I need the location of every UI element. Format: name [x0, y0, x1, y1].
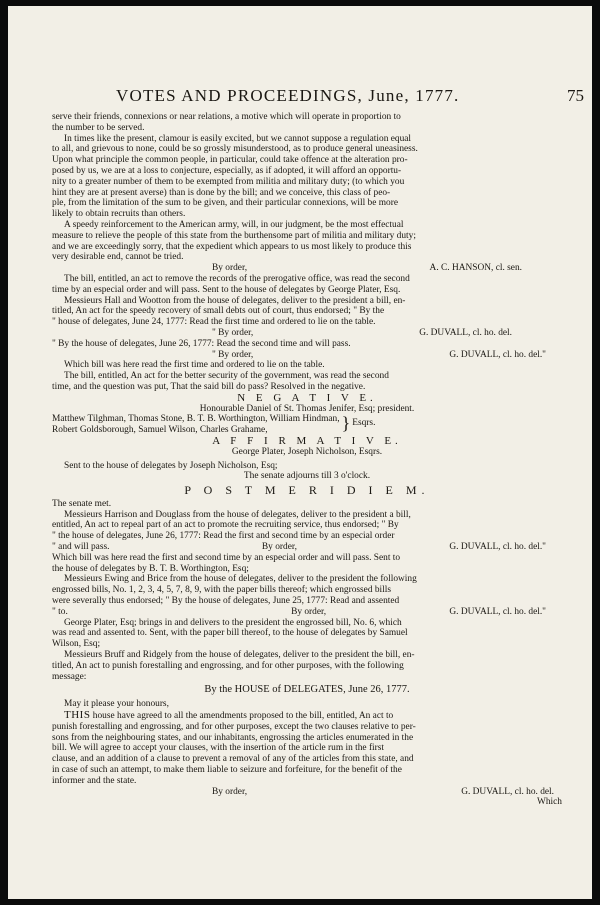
text-line: " house of delegates, June 24, 1777: Read the first time and ordered to lie on the table. — [52, 317, 376, 328]
text-line: and we are exceedingly sorry, that the expedient which appears to us most likely to produce this — [52, 241, 412, 252]
signature-line — [52, 328, 562, 339]
text-line: titled, An act to punish forestalling and engrossing, and for other purposes, with the following — [52, 660, 404, 671]
text-line: the house of delegates by B. T. B. Worthington, Esq; — [52, 563, 249, 574]
negative-names — [52, 414, 562, 436]
by-order: By order, — [212, 263, 248, 274]
text-line: very desirable end, cannot be tried. — [52, 252, 184, 263]
text-line: to all, and grievous to none, could be so grossly misunderstood, as to produce general uneasiness. — [52, 144, 418, 155]
text-line: time, and the question was put, That the said bill do pass? Resolved in the negative. — [52, 381, 366, 392]
text-line: time by an especial order and will pass. Sent to the house of delegates by George Plater, Esq. — [52, 284, 401, 295]
running-title: VOTES AND PROCEEDINGS, June, 1777. — [116, 86, 460, 105]
text-line: In times like the present, clamour is easily excited, but we cannot suppose a regulation equal — [64, 133, 412, 144]
signature-line — [52, 607, 562, 618]
text-line: Messieurs Hall and Wootton from the house of delegates, deliver to the president a bill, en- — [64, 295, 406, 306]
text-line: in case of such an attempt, to make them liable to seizure and forfeiture, for the benefit of the — [52, 765, 402, 776]
text-line: bill. We will agree to accept your clauses, with the insertion of the article rum in the first — [52, 743, 385, 754]
text-line: were severally thus endorsed; " By the house of delegates, June 25, 1777: Read and assented — [52, 596, 400, 607]
document-page — [8, 6, 592, 899]
signature-line — [52, 542, 562, 553]
by-order: By order, — [291, 606, 327, 617]
drop-caps: THIS — [64, 709, 91, 722]
text-line: Messieurs Bruff and Ridgely from the house of delegates, deliver to the president the bill, en- — [64, 650, 415, 661]
text-line: hint they are at present averse) than is done by the bill; and we conceive, this class of peo- — [52, 187, 391, 198]
scan-border — [0, 0, 8, 905]
text-line: The bill, entitled, An act for the better security of the government, was read the second — [64, 371, 389, 382]
quote-end: " to. — [52, 606, 68, 617]
house-heading: By the HOUSE of DELEGATES, June 26, 1777. — [204, 684, 410, 696]
text-line: Wilson, Esq; — [52, 639, 101, 650]
esqrs-label: Esqrs. — [352, 418, 376, 429]
text-line: The senate met. — [52, 498, 112, 509]
text-line: engrossed bills, No. 1, 2, 3, 4, 5, 7, 8, 9, with the paper bills thereof; which engrossed bills — [52, 585, 392, 596]
text-line: nity to a greater number of them to be exempted from militia and military duty; (to which you — [52, 176, 405, 187]
by-order: By order, — [212, 786, 248, 797]
text-line: May it please your honours, — [64, 699, 169, 710]
post-meridiem-heading: P O S T M E R I D I E M. — [184, 483, 430, 498]
text-line: sons from the neighbouring states, and our inhabitants, engrossing the articles enumerated in the — [52, 732, 414, 743]
by-order: " By order, — [212, 327, 254, 338]
text-line: informer and the state. — [52, 775, 137, 786]
signatory: G. DUVALL, cl. ho. del." — [449, 542, 546, 553]
page-header — [8, 86, 592, 112]
by-order: By order, — [261, 542, 297, 553]
signature-line — [52, 350, 562, 361]
president-line: Honourable Daniel of St. Thomas Jenifer, Esq; president. — [199, 403, 415, 414]
signature-line — [52, 787, 562, 798]
signature-line — [52, 263, 562, 274]
affirmative-heading: A F F I R M A T I V E. — [212, 434, 402, 447]
text-line: measure to relieve the people of this state from the burthensome part of militia and military duty; — [52, 230, 416, 241]
text-line: The bill, entitled, an act to remove the records of the prerogative office, was read the second — [64, 273, 410, 284]
text-line: serve their friends, connexions or near relations, a motive which will operate in proportion to — [52, 112, 401, 122]
text-line: ple, from the limitation of the sum to be given, and their particular connexions, will be more — [52, 198, 399, 209]
text-line: punish forestalling and engrossing, and for other purposes, except the two clauses relative to per- — [52, 721, 416, 732]
signatory: G. DUVALL, cl. ho. del. — [461, 786, 554, 797]
text-line: likely to obtain recruits than others. — [52, 209, 186, 220]
text-line: posed by us, we are at a loss to conjecture, especially, as if adopted, it will afford an opportu- — [52, 165, 402, 176]
text-line: Which bill was here read the first and second time by an especial order and will pass. Sent to — [52, 552, 401, 563]
page-body — [52, 112, 562, 808]
page-number: 75 — [567, 86, 584, 105]
signatory: G. DUVALL, cl. ho. del." — [449, 606, 546, 617]
text-line: George Plater, Esq; brings in and delivers to the president the engrossed bill, No. 6, which — [64, 617, 402, 628]
text-line: Sent to the house of delegates by Joseph Nicholson, Esq; — [64, 460, 278, 471]
names-block — [52, 414, 340, 436]
negative-heading: N E G A T I V E. — [237, 391, 377, 404]
signatory: A. C. HANSON, cl. sen. — [429, 263, 522, 274]
adjournment: The senate adjourns till 3 o'clock. — [243, 471, 371, 482]
signatory: G. DUVALL, cl. ho. del." — [449, 349, 546, 360]
text-line: " By the house of delegates, June 26, 1777: Read the second time and will pass. — [52, 338, 351, 349]
brace: } — [341, 413, 351, 434]
names-row: Robert Goldsborough, Samuel Wilson, Charles Grahame, — [52, 425, 268, 436]
names-row: Matthew Tilghman, Thomas Stone, B. T. B. Worthington, William Hindman, — [52, 414, 340, 425]
text-line: Upon what principle the common people, in particular, could take offence at the alteration pro- — [52, 155, 408, 166]
text-line: A speedy reinforcement to the American army, will, in our judgment, be the most effectual — [64, 219, 404, 230]
text-line: Messieurs Harrison and Douglass from the house of delegates, deliver to the president a bill, — [64, 509, 411, 520]
text-line: " the house of delegates, June 26, 1777: Read the first and second time by an especial order — [52, 531, 395, 542]
text-line: the number to be served. — [52, 122, 145, 133]
text-line: was read and assented to. Sent, with the paper bill thereof, to the house of delegates by Samuel — [52, 628, 408, 639]
catchword: Which — [537, 797, 562, 808]
signatory: G. DUVALL, cl. ho. del. — [419, 327, 512, 338]
text-line: message: — [52, 671, 87, 682]
by-order: " By order, — [212, 349, 254, 360]
affirmative-names: George Plater, Joseph Nicholson, Esqrs. — [231, 446, 383, 457]
text-line: entitled, An act to repeal part of an act to promote the recruiting service, thus endorsed; " By — [52, 520, 399, 531]
text-line: clause, and an addition of a clause to prevent a removal of any of the articles from this state, and — [52, 754, 414, 765]
text-line: titled, An act for the speedy recovery of small debts out of court, thus endorsed; " By the — [52, 306, 385, 317]
quote-end: " and will pass. — [52, 542, 110, 553]
text-line — [52, 710, 562, 722]
text-line: Which bill was here read the first time and ordered to lie on the table. — [64, 360, 325, 371]
text-run: house have agreed to all the amendments proposed to the bill, entitled, An act to — [90, 711, 394, 722]
text-line: Messieurs Ewing and Brice from the house of delegates, deliver to the president the following — [64, 574, 417, 585]
